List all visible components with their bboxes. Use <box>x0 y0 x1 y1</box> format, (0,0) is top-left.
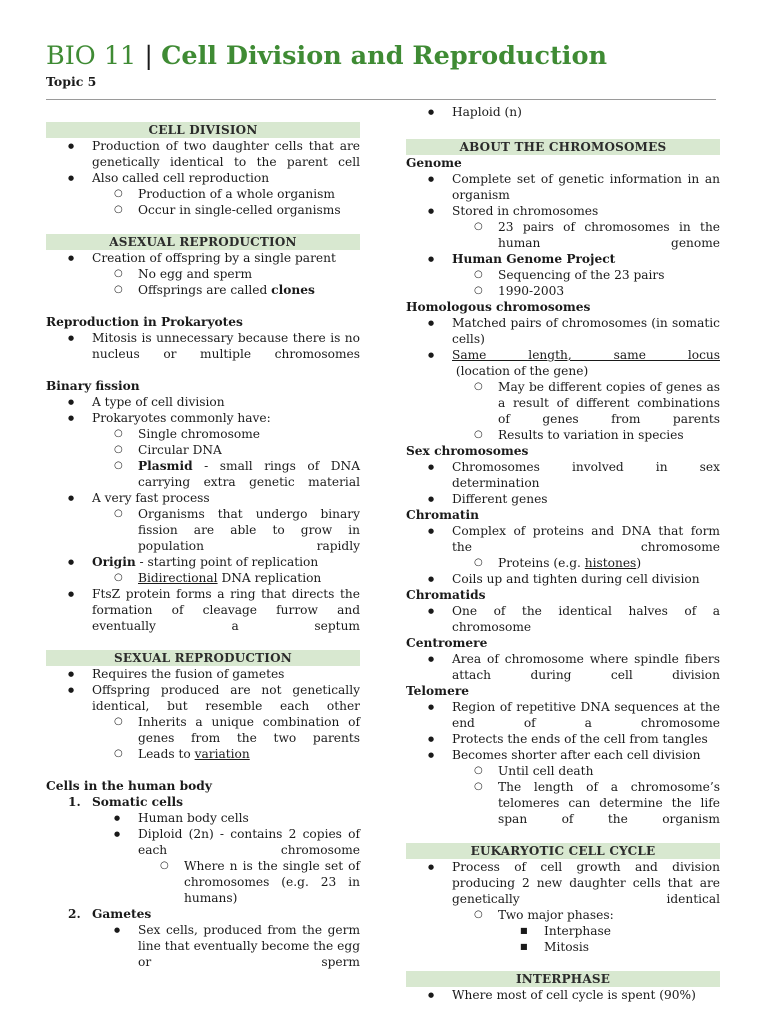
list-item: ○ Circular DNA <box>138 442 360 458</box>
list-item: ● Protects the ends of the cell from tangles <box>452 731 720 747</box>
list-item: ○ 1990-2003 <box>498 283 720 299</box>
list-item: ○ Occur in single-celled organisms <box>138 202 360 218</box>
subheading-binary-fission: Binary fission <box>46 379 140 393</box>
list-item: ● Coils up and tighten during cell division <box>452 571 720 587</box>
list-item: ● Prokaryotes commonly have: <box>92 410 360 426</box>
list-item: ● Process of cell growth and division producing 2 new daughter cells that are genetically identical <box>452 859 720 907</box>
subheading-telomere: Telomere <box>406 684 470 698</box>
underlined-term: Same length, same locus <box>452 348 720 362</box>
spacer <box>406 955 720 971</box>
subheading-chromatin: Chromatin <box>406 508 480 522</box>
underlined-term: histones <box>584 556 637 570</box>
list-item: ○ Organisms that undergo binary fission are able to grow in population rapidly <box>138 506 360 554</box>
item-text: (location of the gene) <box>452 364 589 378</box>
subheading-centromere: Centromere <box>406 636 488 650</box>
list-item: ● Region of repetitive DNA sequences at the end of a chromosome <box>452 699 720 731</box>
list-item: ○ Results to variation in species <box>498 427 720 443</box>
list-item: ● Complete set of genetic information in an organism <box>452 171 720 203</box>
list-item: ● Human body cells <box>138 810 360 826</box>
list-item: ● Production of two daughter cells that are genetically identical to the parent cell <box>92 138 360 170</box>
list-item: ○ 23 pairs of chromosomes in the human genome <box>498 219 720 251</box>
bold-term: Plasmid <box>138 459 193 473</box>
right-column <box>406 104 720 1003</box>
list-item <box>498 555 720 571</box>
list-item <box>138 282 360 298</box>
list-item: ● Where most of cell cycle is spent (90%) <box>452 987 720 1003</box>
list-item: ● Complex of proteins and DNA that form the chromosome <box>452 523 720 555</box>
list-item: ● Mitosis is unnecessary because there is no nucleus or multiple chromosomes <box>92 330 360 362</box>
list-item: ○ No egg and sperm <box>138 266 360 282</box>
list-item: ● Sex cells, produced from the germ line that eventually become the egg or sperm <box>138 922 360 970</box>
section-heading-cell-division: CELL DIVISION <box>46 122 360 138</box>
list-item <box>92 554 360 570</box>
list-item: ● Matched pairs of chromosomes (in somatic cells) <box>452 315 720 347</box>
left-column <box>46 122 364 970</box>
section-heading-chromosomes: ABOUT THE CHROMOSOMES <box>406 139 720 155</box>
list-item: ● One of the identical halves of a chromosome <box>452 603 720 635</box>
section-heading-asexual: ASEXUAL REPRODUCTION <box>46 234 360 250</box>
spacer <box>46 298 360 314</box>
bold-term: clones <box>271 283 315 297</box>
list-item: ○ Two major phases: <box>498 907 720 923</box>
spacer <box>46 762 360 778</box>
list-item: ○ Where n is the single set of chromosomes (e.g. 23 in humans) <box>184 858 360 906</box>
title-separator: | <box>136 41 162 71</box>
list-item: ● FtsZ protein forms a ring that directs the formation of cleavage furrow and eventually a septum <box>92 586 360 634</box>
spacer <box>46 634 360 650</box>
list-item: ● Requires the fusion of gametes <box>92 666 360 682</box>
spacer <box>406 827 720 843</box>
list-item: ● Chromosomes involved in sex determination <box>452 459 720 491</box>
spacer <box>46 362 360 378</box>
numbered-item: 1. Somatic cells <box>92 794 360 810</box>
list-item: ○ Single chromosome <box>138 426 360 442</box>
list-item: ■ Mitosis <box>544 939 720 955</box>
subheading-homologous: Homologous chromosomes <box>406 300 591 314</box>
item-text: - starting point of replication <box>135 555 319 569</box>
list-item <box>138 458 364 490</box>
list-item: ● A very fast process <box>92 490 360 506</box>
list-item: ○ Production of a whole organism <box>138 186 360 202</box>
list-item: ● Offspring produced are not genetically identical, but resemble each other <box>92 682 360 714</box>
subheading-sex-chromosomes: Sex chromosomes <box>406 444 529 458</box>
list-item: ● Creation of offspring by a single parent <box>92 250 360 266</box>
list-item: ● Diploid (2n) - contains 2 copies of each chromosome <box>138 826 360 858</box>
item-text: ) <box>636 556 642 570</box>
numbered-item: 2. Gametes <box>92 906 360 922</box>
subheading-prokaryotes: Reproduction in Prokaryotes <box>46 315 243 329</box>
list-item: ● Stored in chromosomes <box>452 203 720 219</box>
list-item <box>138 570 360 586</box>
header-divider <box>46 99 716 100</box>
list-item: ● Area of chromosome where spindle fibers attach during cell division <box>452 651 720 683</box>
list-item: ● Human Genome Project <box>452 251 720 267</box>
course-code: BIO 11 <box>46 41 137 71</box>
section-heading-cell-cycle: EUKARYOTIC CELL CYCLE <box>406 843 720 859</box>
list-item: ● A type of cell division <box>92 394 360 410</box>
list-item: ■ Interphase <box>544 923 720 939</box>
item-text: Leads to <box>138 747 195 761</box>
item-text: - small rings of DNA carrying extra genetic material <box>138 459 364 489</box>
section-heading-interphase: INTERPHASE <box>406 971 720 987</box>
bold-term: Origin <box>92 555 136 569</box>
spacer <box>46 218 360 234</box>
subheading-chromatids: Chromatids <box>406 588 486 602</box>
page-title <box>46 40 607 72</box>
item-text: DNA replication <box>217 571 322 585</box>
section-heading-sexual: SEXUAL REPRODUCTION <box>46 650 360 666</box>
subheading-human-cells: Cells in the human body <box>46 779 212 793</box>
list-item: ● Different genes <box>452 491 720 507</box>
title-text: Cell Division and Reproduction <box>161 41 608 71</box>
list-item <box>452 347 720 379</box>
topic-label: Topic 5 <box>46 74 97 89</box>
list-item: ○ Inherits a unique combination of genes from the two parents <box>138 714 360 746</box>
item-text: Offsprings are called <box>138 283 272 297</box>
underlined-term: Bidirectional <box>138 571 218 585</box>
item-text: Proteins (e.g. <box>498 556 585 570</box>
list-item: ○ Until cell death <box>498 763 720 779</box>
list-item: ● Haploid (n) <box>452 104 720 120</box>
list-item: ○ May be different copies of genes as a result of different combinations of genes from parents <box>498 379 720 427</box>
list-item: ● Also called cell reproduction <box>92 170 360 186</box>
subheading-genome: Genome <box>406 156 462 170</box>
spacer <box>406 120 720 139</box>
list-item: ○ The length of a chromosome’s telomeres can determine the life span of the organism <box>498 779 720 827</box>
underlined-term: variation <box>194 747 250 761</box>
list-item <box>138 746 360 762</box>
list-item: ● Becomes shorter after each cell division <box>452 747 720 763</box>
list-item: ○ Sequencing of the 23 pairs <box>498 267 720 283</box>
